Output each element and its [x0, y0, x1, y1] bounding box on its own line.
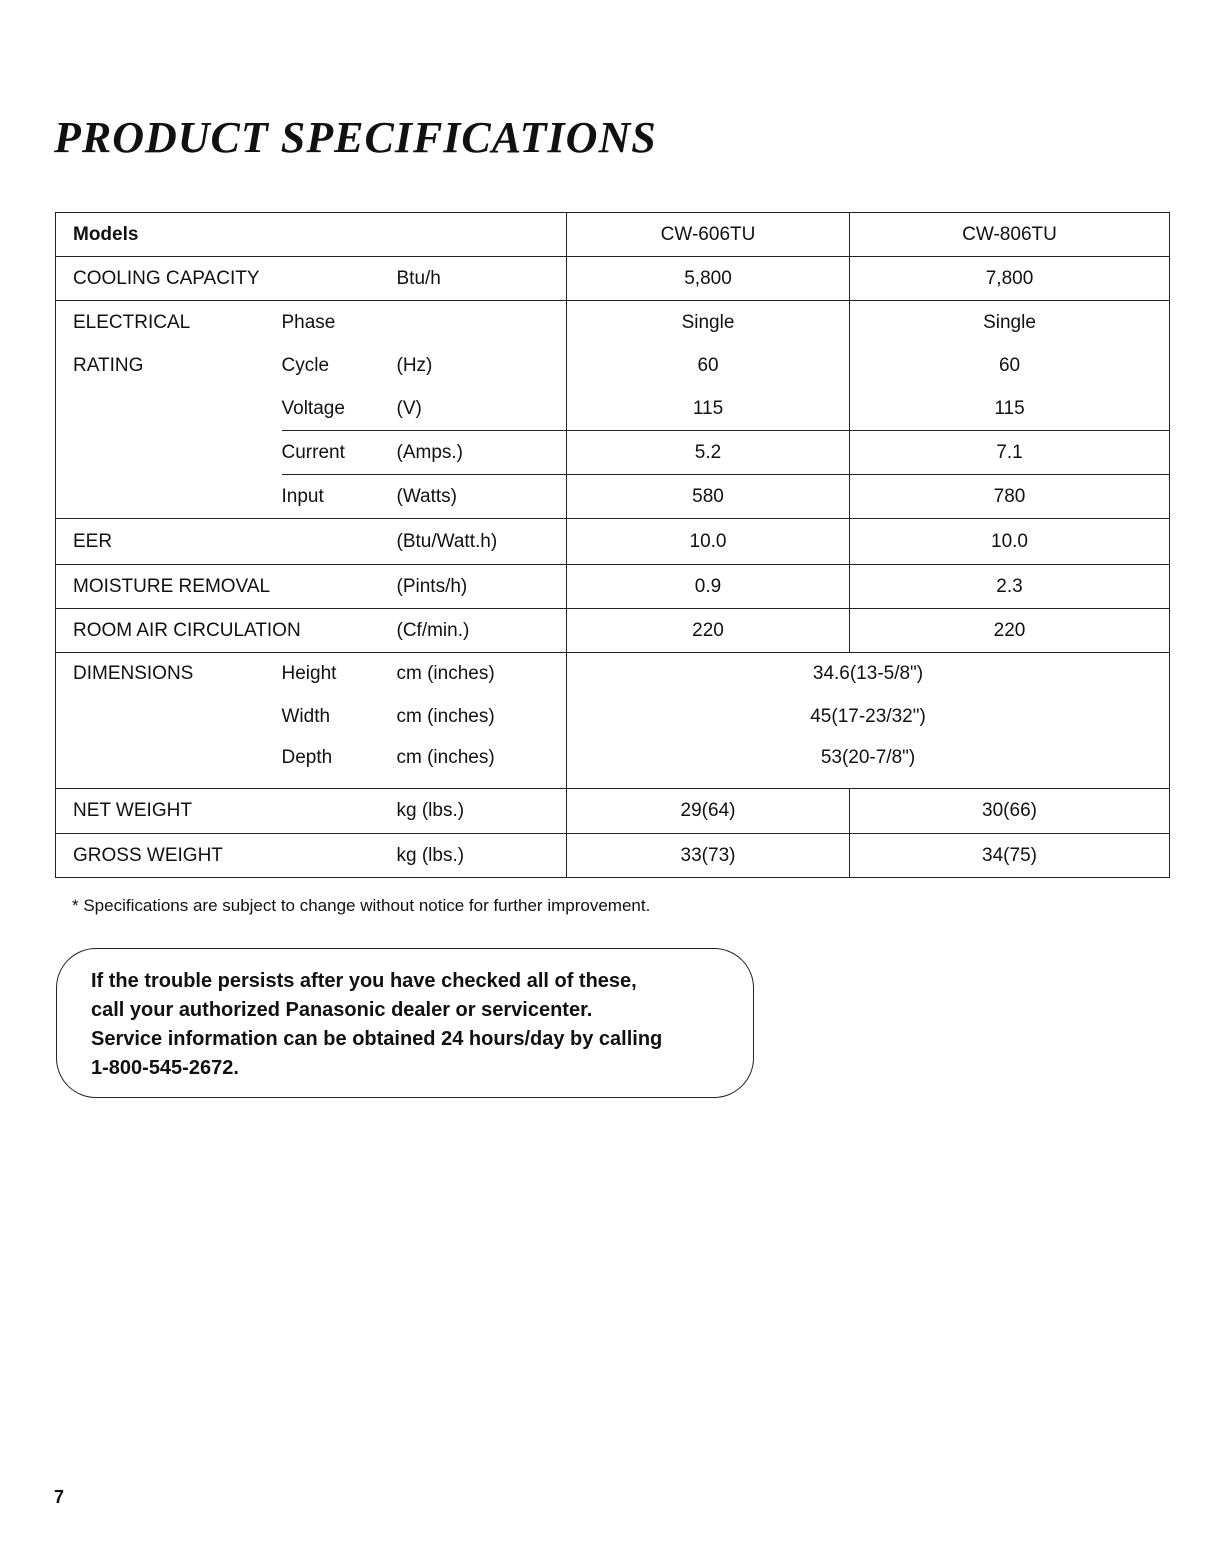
footnote: * Specifications are subject to change without notice for further improvement. — [72, 896, 651, 915]
row-unit: (Cf/min.) — [397, 609, 567, 653]
row-label: ELECTRICAL — [56, 301, 282, 345]
callout-line: If the trouble persists after you have checked all of these, — [91, 970, 637, 992]
table-row — [56, 257, 1170, 301]
row-sublabel: Phase — [282, 301, 397, 345]
page-title: PRODUCT SPECIFICATIONS — [54, 113, 657, 162]
callout-text — [91, 967, 751, 1083]
table-row — [56, 789, 1170, 834]
cell-value: 580 — [567, 475, 850, 519]
service-callout — [56, 948, 754, 1098]
cell-value: 2.3 — [850, 565, 1170, 609]
row-unit: (Btu/Watt.h) — [397, 519, 567, 565]
cell-value: 60 — [567, 345, 850, 388]
row-unit: (V) — [396, 397, 422, 419]
row-sublabel: Depth — [281, 746, 333, 768]
row-label: GROSS WEIGHT — [56, 834, 397, 878]
table-row — [56, 431, 1170, 475]
row-label: MOISTURE REMOVAL — [56, 565, 397, 609]
row-label: COOLING CAPACITY — [56, 257, 397, 301]
table-row — [56, 301, 1170, 345]
spec-table — [55, 212, 1170, 878]
table-row — [56, 696, 1170, 739]
row-sublabel: Height — [282, 653, 397, 696]
row-label: RATING — [73, 355, 144, 376]
cell-value: 60 — [850, 345, 1170, 388]
table-row — [56, 213, 1170, 257]
row-unit: cm (inches) — [397, 653, 567, 696]
cell-value: 53(20-7/8") — [567, 739, 1170, 789]
row-sublabel: Width — [281, 706, 331, 727]
table-row — [56, 834, 1170, 878]
cell-value: 115 — [850, 388, 1170, 431]
row-sublabel: Voltage — [281, 397, 345, 419]
cell-value: 220 — [567, 609, 850, 653]
row-unit: kg (lbs.) — [397, 789, 567, 834]
cell-value: 33(73) — [567, 834, 850, 878]
cell-value: 115 — [567, 388, 850, 431]
callout-line: Service information can be obtained 24 hours/day by calling — [91, 1028, 663, 1050]
cell-value: 29(64) — [567, 789, 850, 834]
row-label: EER — [56, 519, 397, 565]
row-unit: (Amps.) — [397, 431, 567, 475]
row-unit — [397, 301, 567, 345]
table-row — [56, 388, 1170, 431]
cell-value: 45(17-23/32") — [567, 696, 1170, 739]
cell-value: Single — [567, 301, 850, 345]
page-number: 7 — [54, 1487, 65, 1507]
row-sublabel: Current — [282, 431, 397, 475]
cell-value: 34(75) — [850, 834, 1170, 878]
row-unit: kg (lbs.) — [397, 834, 567, 878]
table-row — [56, 653, 1170, 696]
row-label: NET WEIGHT — [56, 789, 397, 834]
row-unit: cm (inches) — [396, 746, 495, 768]
cell-value: 34.6(13-5/8") — [567, 653, 1170, 696]
row-label: DIMENSIONS — [56, 653, 282, 696]
table-row — [56, 345, 1170, 388]
cell-value: 7.1 — [850, 431, 1170, 475]
row-label: ROOM AIR CIRCULATION — [56, 609, 397, 653]
row-sublabel: Input — [282, 475, 397, 519]
model-2: CW-806TU — [850, 213, 1170, 257]
cell-value: 5.2 — [567, 431, 850, 475]
row-unit: (Pints/h) — [397, 565, 567, 609]
cell-value: 10.0 — [850, 519, 1170, 565]
row-unit: (Hz) — [396, 355, 433, 376]
callout-phone: 1-800-545-2672. — [91, 1057, 239, 1079]
cell-value: Single — [850, 301, 1170, 345]
table-row — [56, 609, 1170, 653]
cell-value: 5,800 — [567, 257, 850, 301]
callout-line: call your authorized Panasonic dealer or servicenter. — [91, 999, 593, 1021]
row-unit: (Watts) — [397, 475, 567, 519]
row-unit: Btu/h — [397, 257, 567, 301]
cell-value: 7,800 — [850, 257, 1170, 301]
row-unit: cm (inches) — [396, 706, 495, 727]
cell-value: 220 — [850, 609, 1170, 653]
table-row — [56, 475, 1170, 519]
cell-value: 10.0 — [567, 519, 850, 565]
model-1: CW-606TU — [567, 213, 850, 257]
models-label: Models — [73, 223, 139, 245]
cell-value: 0.9 — [567, 565, 850, 609]
table-row — [56, 739, 1170, 789]
cell-value: 780 — [850, 475, 1170, 519]
table-row — [56, 565, 1170, 609]
table-row — [56, 519, 1170, 565]
row-sublabel: Cycle — [281, 355, 330, 376]
cell-value: 30(66) — [850, 789, 1170, 834]
